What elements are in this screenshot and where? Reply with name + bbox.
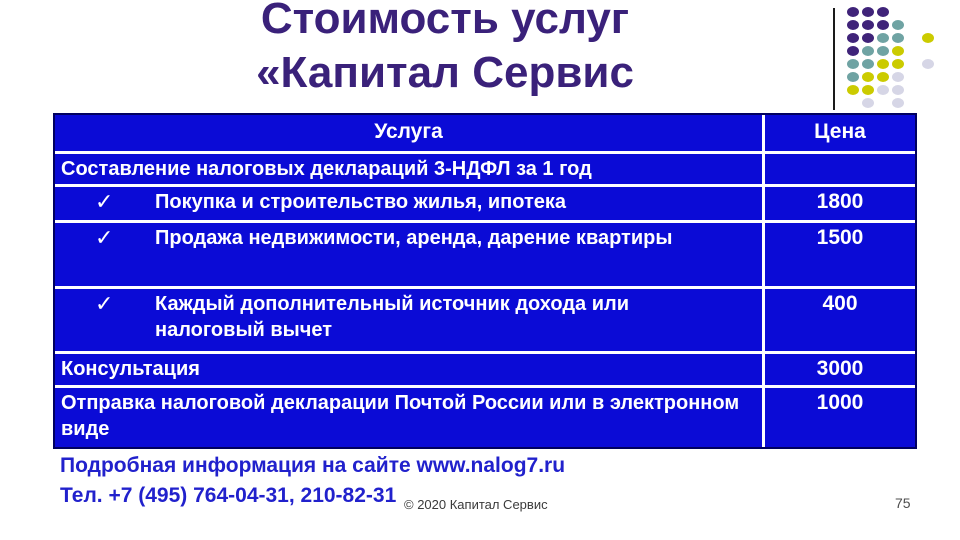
service-cell	[55, 289, 762, 351]
decorative-dot	[847, 33, 859, 43]
price-cell: 1000	[765, 388, 915, 447]
title-line-1: Стоимость услуг	[260, 0, 630, 43]
dots-decoration	[846, 6, 936, 110]
website-info-line: Подробная информация на сайте www.nalog7.ru	[60, 454, 566, 477]
decorative-dot	[847, 85, 859, 95]
service-cell	[55, 223, 762, 286]
price-cell	[765, 154, 915, 184]
price-cell: 400	[765, 289, 915, 351]
decorative-dot	[862, 20, 874, 30]
page-number: 75	[895, 495, 911, 511]
check-icon: ✓	[95, 189, 114, 214]
decorative-dot	[847, 20, 859, 30]
contact-info	[60, 451, 565, 511]
decorative-dot	[862, 98, 874, 108]
decorative-dot	[862, 7, 874, 17]
decorative-dot	[862, 59, 874, 69]
decorative-dot	[877, 85, 889, 95]
service-cell	[55, 154, 762, 184]
title-line-2: «Капитал Сервис	[256, 48, 634, 97]
decorative-dot	[877, 46, 889, 56]
decorative-dot	[862, 85, 874, 95]
slide-title	[0, 0, 890, 100]
vertical-divider-line	[833, 8, 835, 110]
decorative-dot	[892, 20, 904, 30]
service-cell	[55, 187, 762, 220]
decorative-dot	[877, 7, 889, 17]
decorative-dot	[892, 98, 904, 108]
service-cell	[55, 388, 762, 447]
decorative-dot	[892, 33, 904, 43]
decorative-dot	[847, 7, 859, 17]
decorative-dot	[892, 85, 904, 95]
service-text: Отправка налоговой декларации Почтой России или в электронном виде	[61, 392, 740, 440]
decorative-dot	[922, 33, 934, 43]
decorative-dot	[847, 72, 859, 82]
check-icon: ✓	[95, 291, 114, 316]
price-table	[53, 113, 917, 449]
price-cell: 1500	[765, 223, 915, 286]
service-text: Консультация	[61, 358, 200, 380]
copyright-text: © 2020 Капитал Сервис	[404, 497, 548, 512]
decorative-dot	[847, 59, 859, 69]
service-text: Составление налоговых деклараций 3-НДФЛ за 1 год	[61, 158, 592, 180]
decorative-dot	[862, 46, 874, 56]
decorative-dot	[877, 33, 889, 43]
decorative-dot	[892, 59, 904, 69]
decorative-dot	[892, 46, 904, 56]
decorative-dot	[877, 72, 889, 82]
column-header-price: Цена	[765, 115, 915, 151]
decorative-dot	[862, 72, 874, 82]
service-cell	[55, 354, 762, 385]
price-cell: 1800	[765, 187, 915, 220]
check-icon: ✓	[95, 225, 114, 250]
service-text: Каждый дополнительный источник дохода или налоговый вычет	[155, 293, 629, 341]
decorative-dot	[862, 33, 874, 43]
phone-info-line: Тел. +7 (495) 764-04-31, 210-82-31	[60, 484, 397, 507]
decorative-dot	[877, 59, 889, 69]
decorative-dot	[892, 72, 904, 82]
decorative-dot	[922, 59, 934, 69]
decorative-dot	[877, 20, 889, 30]
service-text: Продажа недвижимости, аренда, дарение квартиры	[155, 227, 673, 249]
decorative-dot	[847, 46, 859, 56]
service-text: Покупка и строительство жилья, ипотека	[155, 191, 567, 213]
column-header-service: Услуга	[55, 115, 762, 151]
price-cell: 3000	[765, 354, 915, 385]
